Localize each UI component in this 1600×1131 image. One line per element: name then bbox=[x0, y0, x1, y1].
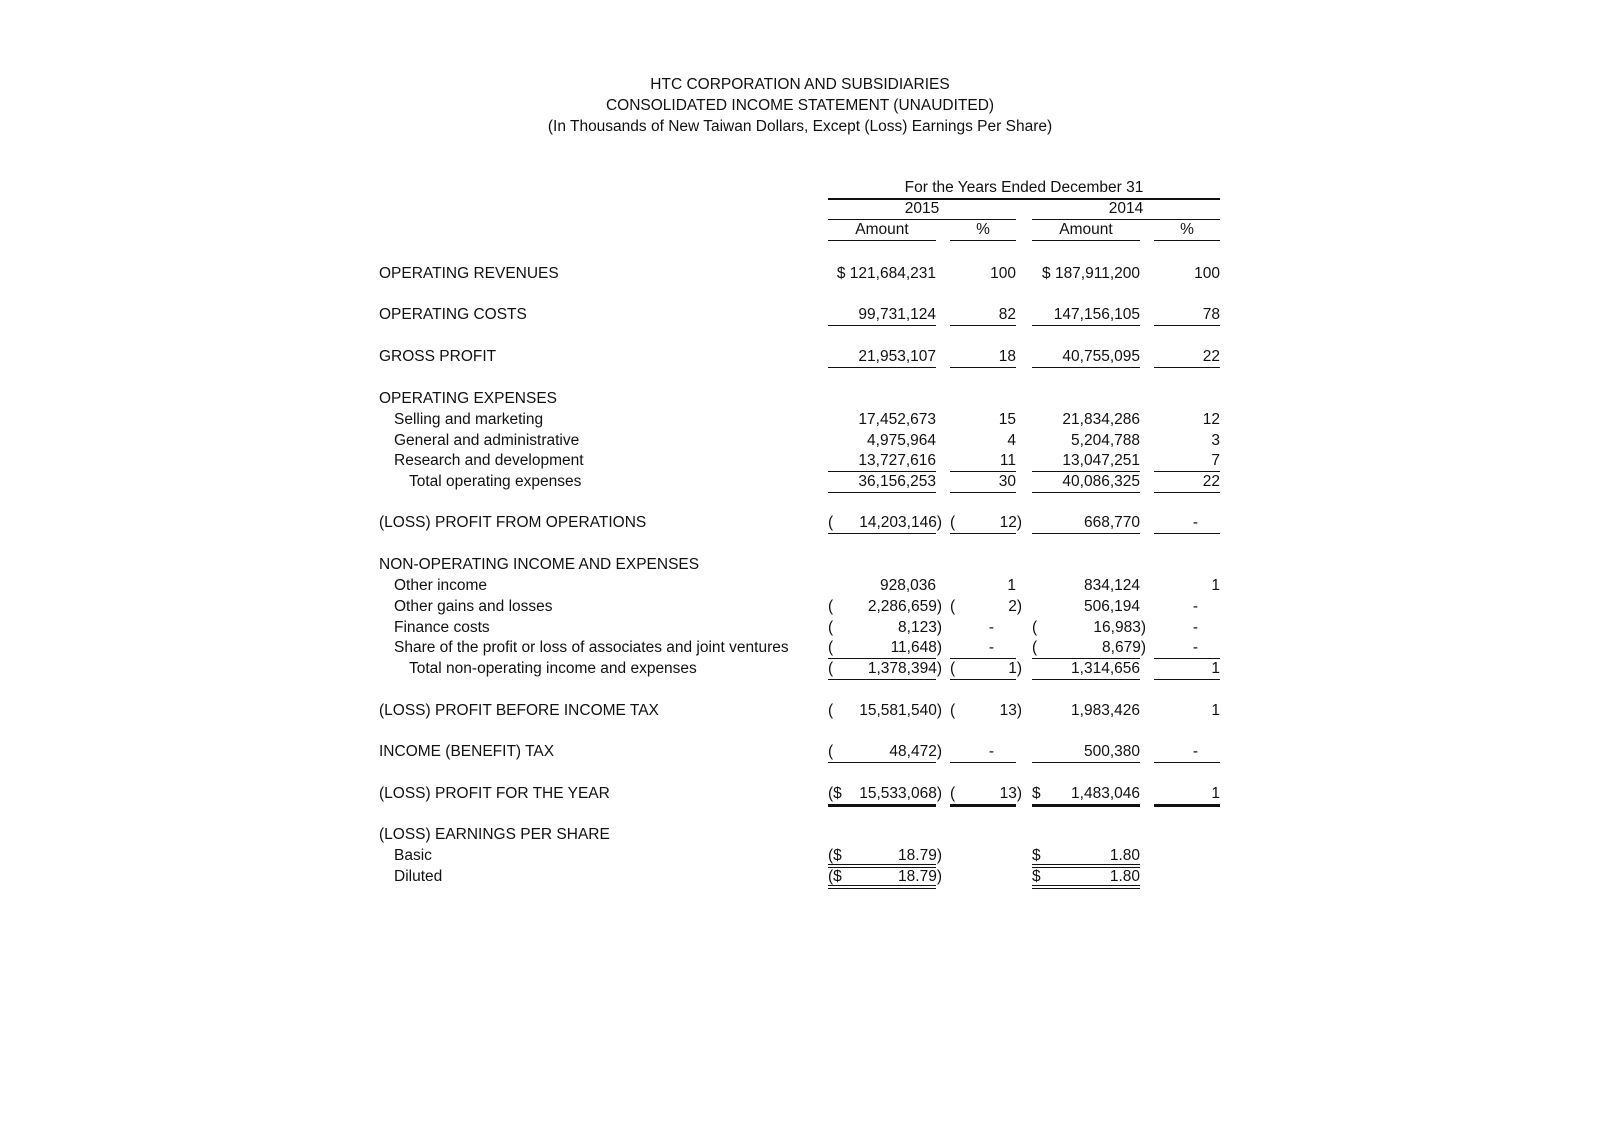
row-selling-marketing bbox=[0, 410, 1600, 430]
amount-2015: 17,452,673 bbox=[858, 411, 936, 428]
eps-diluted-2015: ($ 18.79) bbox=[828, 867, 936, 889]
amount-2014: 21,834,286 bbox=[1062, 411, 1140, 428]
pct-2014: 78 bbox=[1154, 305, 1220, 326]
amount-2014: 40,755,095 bbox=[1032, 347, 1140, 368]
row-finance-costs bbox=[0, 618, 1600, 638]
pct-header-2014: % bbox=[1154, 220, 1220, 241]
row-label: Finance costs bbox=[394, 619, 490, 636]
amount-2014: 147,156,105 bbox=[1032, 305, 1140, 326]
section-heading: NON-OPERATING INCOME AND EXPENSES bbox=[379, 556, 700, 573]
row-gross-profit bbox=[0, 347, 1600, 367]
pct-2014: 1 bbox=[1154, 659, 1220, 680]
row-total-operating-expenses bbox=[0, 472, 1600, 492]
pct-2015: ( 13) bbox=[950, 784, 1016, 807]
row-operating-costs bbox=[0, 305, 1600, 325]
pct-2014: 3 bbox=[1211, 432, 1220, 449]
pct-2015: 18 bbox=[950, 347, 1016, 368]
row-share-associates bbox=[0, 638, 1600, 658]
amount-2014: ( 16,983) bbox=[1032, 619, 1146, 636]
row-label: INCOME (BENEFIT) TAX bbox=[379, 743, 555, 760]
amount-2014: 40,086,325 bbox=[1032, 472, 1140, 493]
pct-2015: - bbox=[988, 619, 994, 636]
row-eps-basic bbox=[0, 846, 1600, 866]
pct-2015: 11 bbox=[950, 451, 1016, 472]
amount-2015: ( 2,286,659) bbox=[828, 598, 942, 615]
year-2015-header: 2015 bbox=[828, 199, 1016, 220]
row-label: OPERATING REVENUES bbox=[379, 265, 559, 282]
row-label: Share of the profit or loss of associates and joint ventures bbox=[394, 639, 789, 656]
amount-2014: ( 8,679) bbox=[1032, 638, 1140, 659]
year-2014-header: 2014 bbox=[1032, 199, 1220, 220]
row-label: General and administrative bbox=[394, 432, 580, 449]
amount-2015: ($ 15,533,068) bbox=[828, 784, 936, 807]
row-label: OPERATING COSTS bbox=[379, 306, 527, 323]
pct-2015: 82 bbox=[950, 305, 1016, 326]
pct-2015: ( 2) bbox=[950, 598, 1022, 615]
amount-header-2015: Amount bbox=[828, 220, 936, 241]
section-heading: (LOSS) EARNINGS PER SHARE bbox=[379, 826, 610, 843]
section-heading: OPERATING EXPENSES bbox=[379, 390, 558, 407]
pct-2014: - bbox=[1192, 598, 1198, 615]
row-total-non-operating bbox=[0, 659, 1600, 679]
period-header: For the Years Ended December 31 bbox=[828, 178, 1220, 200]
row-label: Total non-operating income and expenses bbox=[409, 660, 697, 677]
pct-2014: 22 bbox=[1154, 472, 1220, 493]
row-eps-heading bbox=[0, 825, 1600, 845]
row-label: GROSS PROFIT bbox=[379, 348, 497, 365]
pct-2015: 100 bbox=[990, 265, 1016, 282]
amount-2014: 1,983,426 bbox=[1071, 702, 1140, 719]
pct-2014: 22 bbox=[1154, 347, 1220, 368]
row-profit-from-operations bbox=[0, 513, 1600, 533]
amount-2014: 506,194 bbox=[1083, 598, 1140, 615]
amount-2015: ( 8,123) bbox=[828, 619, 942, 636]
amount-2014: 500,380 bbox=[1032, 742, 1140, 763]
amount-2015: 36,156,253 bbox=[828, 472, 936, 493]
row-label: Other income bbox=[394, 577, 488, 594]
row-operating-revenues bbox=[0, 264, 1600, 284]
pct-header-2015: % bbox=[950, 220, 1016, 241]
amount-2015: 13,727,616 bbox=[828, 451, 936, 472]
amount-header-2014: Amount bbox=[1032, 220, 1140, 241]
row-label: Diluted bbox=[394, 868, 443, 885]
amount-2015: ( 48,472) bbox=[828, 742, 936, 763]
pct-2015: 1 bbox=[1007, 577, 1016, 594]
eps-diluted-2014: $ 1.80 bbox=[1032, 867, 1140, 889]
amount-2015: 21,953,107 bbox=[828, 347, 936, 368]
row-label: Selling and marketing bbox=[394, 411, 544, 428]
amount-2014: 834,124 bbox=[1083, 577, 1140, 594]
amount-2015: $ 121,684,231 bbox=[836, 265, 936, 282]
pct-2014: 12 bbox=[1202, 411, 1220, 428]
eps-basic-2015: ($ 18.79) bbox=[828, 846, 936, 868]
pct-2015: 4 bbox=[1007, 432, 1016, 449]
amount-2014: 668,770 bbox=[1032, 513, 1140, 534]
row-label: Total operating expenses bbox=[409, 473, 582, 490]
row-eps-diluted bbox=[0, 867, 1600, 887]
row-label: Research and development bbox=[394, 452, 584, 469]
amount-2015: ( 14,203,146) bbox=[828, 513, 936, 534]
pct-2015: ( 13) bbox=[950, 702, 1022, 719]
row-other-gains-losses bbox=[0, 597, 1600, 617]
pct-2014: 1 bbox=[1211, 702, 1220, 719]
row-non-operating-heading bbox=[0, 555, 1600, 575]
row-label: Other gains and losses bbox=[394, 598, 553, 615]
row-profit-before-tax bbox=[0, 701, 1600, 721]
amount-2014: $ 1,483,046 bbox=[1032, 784, 1140, 807]
statement-title: CONSOLIDATED INCOME STATEMENT (UNAUDITED) bbox=[605, 97, 995, 114]
row-label: Basic bbox=[394, 847, 432, 864]
pct-2014: 100 bbox=[1194, 265, 1220, 282]
pct-2015: ( 1) bbox=[950, 659, 1016, 680]
amount-2015: ( 11,648) bbox=[828, 638, 936, 659]
pct-2014: - bbox=[1192, 619, 1198, 636]
pct-2015: - bbox=[950, 638, 1016, 659]
pct-2014: 1 bbox=[1154, 784, 1220, 807]
eps-basic-2014: $ 1.80 bbox=[1032, 846, 1140, 868]
pct-2015: 15 bbox=[998, 411, 1016, 428]
amount-2014: $ 187,911,200 bbox=[1042, 265, 1140, 282]
pct-2014: - bbox=[1154, 742, 1220, 763]
pct-2015: - bbox=[950, 742, 1016, 763]
amount-2014: 5,204,788 bbox=[1071, 432, 1140, 449]
pct-2014: 1 bbox=[1211, 577, 1220, 594]
row-label: (LOSS) PROFIT FROM OPERATIONS bbox=[379, 514, 647, 531]
row-general-admin bbox=[0, 431, 1600, 451]
company-name: HTC CORPORATION AND SUBSIDIARIES bbox=[650, 76, 950, 93]
row-operating-expenses-heading bbox=[0, 389, 1600, 409]
row-label: (LOSS) PROFIT FOR THE YEAR bbox=[379, 785, 610, 802]
row-research-development bbox=[0, 451, 1600, 471]
pct-2014: - bbox=[1154, 638, 1220, 659]
amount-2015: 928,036 bbox=[879, 577, 936, 594]
pct-2014: 7 bbox=[1154, 451, 1220, 472]
amount-2015: 4,975,964 bbox=[867, 432, 936, 449]
row-label: (LOSS) PROFIT BEFORE INCOME TAX bbox=[379, 702, 659, 719]
amount-2014: 1,314,656 bbox=[1032, 659, 1140, 680]
amount-2015: ( 1,378,394) bbox=[828, 659, 936, 680]
pct-2015: ( 12) bbox=[950, 513, 1016, 534]
amount-2015: 99,731,124 bbox=[828, 305, 936, 326]
row-other-income bbox=[0, 576, 1600, 596]
row-profit-for-year bbox=[0, 784, 1600, 804]
row-income-tax bbox=[0, 742, 1600, 762]
pct-2015: 30 bbox=[950, 472, 1016, 493]
amount-2015: ( 15,581,540) bbox=[828, 702, 942, 719]
pct-2014: - bbox=[1154, 513, 1220, 534]
amount-2014: 13,047,251 bbox=[1032, 451, 1140, 472]
units-note: (In Thousands of New Taiwan Dollars, Except (Loss) Earnings Per Share) bbox=[547, 118, 1053, 135]
